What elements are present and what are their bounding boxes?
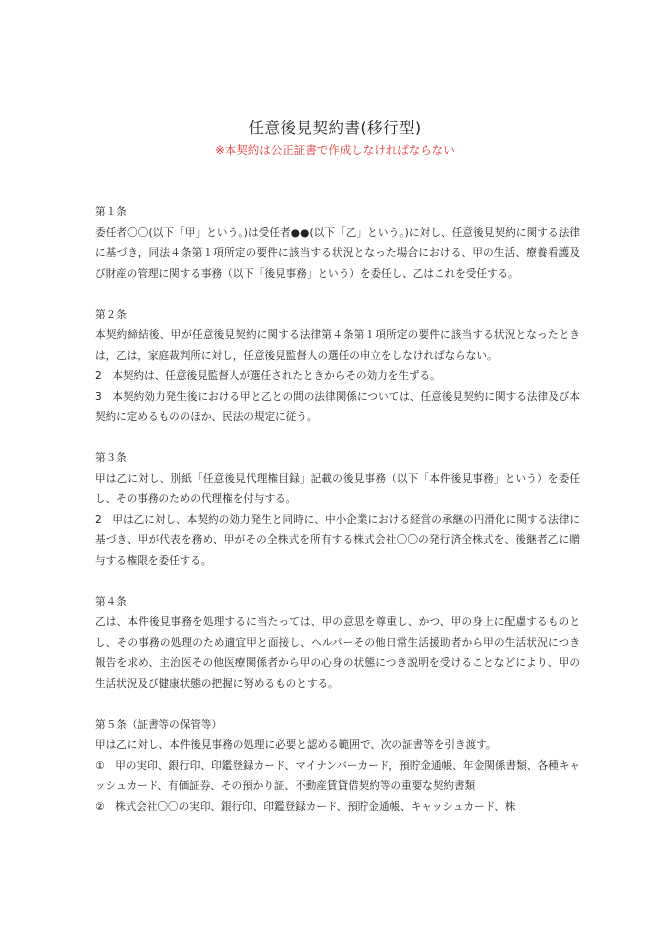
article-5: [95, 715, 580, 818]
article-heading: 第１条: [95, 206, 127, 218]
article-paragraph: 委任者〇〇(以下「甲」という。)は受任者●●(以下「乙」という。)に対し、任意後見契約に関する法律に基づき，同法４条第１項所定の要件に該当する状況となった場合における、甲の生活、療養看護及び財産の管理に関する事務（以下「後見事務」という）を委任し、乙はこれを受任する。: [95, 226, 580, 280]
article-4: [95, 592, 580, 695]
article-3: [95, 448, 580, 571]
article-list-item: ② 株式会社〇〇の実印、銀行印、印鑑登録カード、預貯金通帳、キャッシュカード、株: [95, 800, 516, 813]
article-list-item: ① 甲の実印、銀行印、印鑑登録カード、マイナンバーカード，預貯金通帳、年金関係書類、各種キャッシュカード、有価証券、その預かり証、不動産賃貸借契約等の重要な契約書類: [95, 759, 580, 792]
article-paragraph: 乙は、本件後見事務を処理するに当たっては、甲の意思を尊重し、かつ、甲の身上に配慮するものとし、その事務の処理のため適宜甲と面接し、ヘルパーその他日常生活援助者から甲の生活状況につき報告を求め、主治医その他医療関係者から甲の心身の状態につき説明を受けることなどにより、甲の生活状況及び健康状態の把握に努めるものとする。: [95, 616, 580, 690]
document-title: 任意後見契約書(移行型): [248, 119, 422, 137]
article-heading: 第４条: [95, 595, 127, 608]
document-body: [95, 202, 580, 838]
article-paragraph: 2 甲は乙に対し、本契約の効力発生と同時に、中小企業における経営の承継の円滑化に関する法律に基づき、甲が代表を務め、甲がその全株式を所有する株式会社〇〇の発行済全株式を、後継者乙に贈与する権限を委任する。: [95, 513, 580, 567]
article-heading: 第５条（証書等の保管等）: [95, 718, 223, 731]
article-paragraph: 2 本契約は、任意後見監督人が選任されたときからその効力を生ずる。: [95, 370, 441, 382]
article-paragraph: 本契約締結後、甲が任意後見契約に関する法律第４条第１項所定の要件に該当する状況となったときは，乙は，家庭裁判所に対し，任意後見監督人の選任の申立をしなければならない。: [95, 329, 580, 362]
article-paragraph: 3 本契約効力発生後における甲と乙との間の法律関係については、任意後見契約に関する法律及び本契約に定めるもののほか、民法の規定に従う。: [95, 390, 580, 423]
article-2: [95, 305, 580, 428]
article-heading: 第２条: [95, 308, 127, 321]
article-paragraph: 甲は乙に対し、別紙「任意後見代理権目録」記載の後見事務（以下「本件後見事務」という）を委任し、その事務のための代理権を付与する。: [95, 472, 580, 505]
article-paragraph: 甲は乙に対し、本件後見事務の処理に必要と認める範囲で、次の証書等を引き渡す。: [95, 739, 497, 751]
article-heading: 第３条: [95, 452, 127, 464]
notarization-notice: ※本契約は公正証書で作成しなければならない: [215, 143, 455, 157]
article-1: [95, 202, 580, 284]
